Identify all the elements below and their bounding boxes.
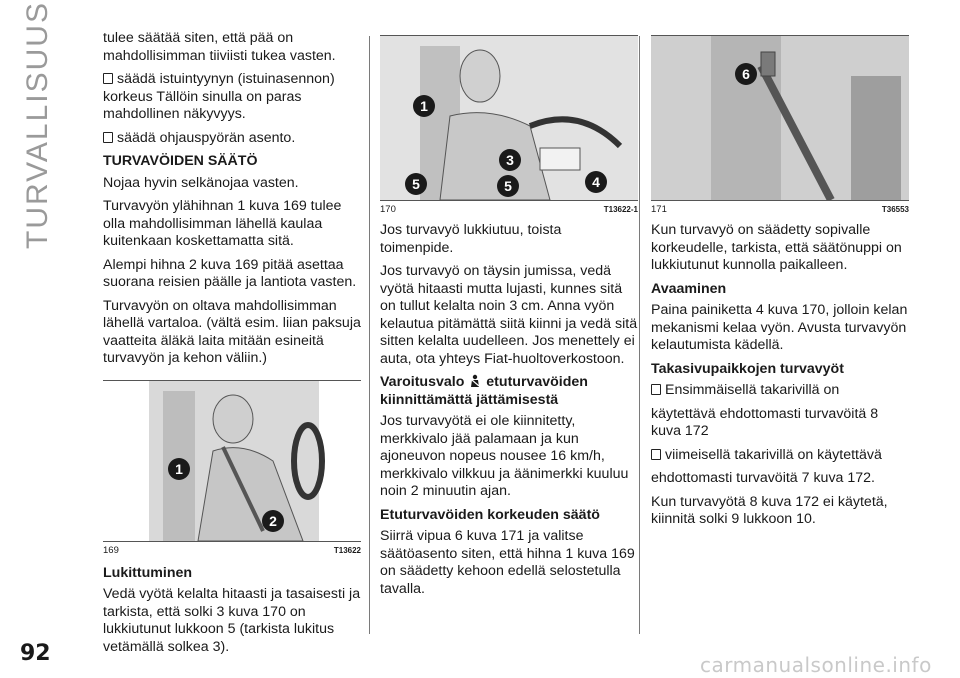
column-divider-2 xyxy=(639,36,640,634)
seatbelt-warning-icon xyxy=(469,374,481,388)
paragraph: Siirrä vipua 6 kuva 171 ja valitse säätöasento siten, että hihna 1 kuva 169 on säädetty kehoon edellä selostetulla tavalla. xyxy=(380,528,635,597)
callout-4: 4 xyxy=(592,174,600,190)
heading-locking: Lukittuminen xyxy=(103,564,193,581)
heading-height-adjustment: Etuturvavöiden korkeuden säätö xyxy=(380,506,600,523)
figure-code: T13622-1 xyxy=(603,205,638,214)
column-3 xyxy=(651,30,909,535)
heading-part: etuturvavöiden kiinnittämättä jättämisestä xyxy=(380,374,588,408)
watermark: carmanualsonline.info xyxy=(700,653,932,677)
callout-3: 3 xyxy=(506,152,514,168)
paragraph: Kun turvavyötä 8 kuva 172 ei käytetä, kiinnitä solki 9 lukkoon 10. xyxy=(651,493,888,527)
paragraph: Jos turvavyö on täysin jumissa, vedä vyötä hitaasti mutta lujasti, kunnes sitä on tullut kelalta noin 3 cm. Anna vyön kelautua pitämättä siitä kiinni ja vedä sitä sitten kelalta uudelleen. Jos menettely ei auta, ota yhteys Fiat-huoltoverkostoon. xyxy=(380,263,638,367)
column-divider-1 xyxy=(369,36,370,634)
callout-1: 1 xyxy=(420,98,428,114)
paragraph: Turvavyön on oltava mahdollisimman lähellä vartaloa. (vältä esim. liian paksuja vaatteita äläkä laita mitään esineitä turvavyön ja kehon väliin.) xyxy=(103,297,361,366)
callout-1: 1 xyxy=(175,460,183,477)
paragraph: Vedä vyötä kelalta hitaasti ja tasaisesti ja tarkista, että solki 3 kuva 170 on lukkiutunut lukkoon 5 (tarkista lukitus vetämällä solkea 3). xyxy=(103,586,361,655)
paragraph: Jos turvavyötä ei ole kiinnitetty, merkkivalo jää palamaan ja kun ajoneuvon nopeus nousee 16 km/h, merkkivalo vilkkuu ja äänimerkki kuuluu noin 2 minuutin ajan. xyxy=(380,413,629,499)
callout-5a: 5 xyxy=(412,176,420,192)
figure-code: T13622 xyxy=(333,545,361,555)
heading-rear-side-belts: Takasivupaikkojen turvavyöt xyxy=(651,360,844,377)
figure-code: T36553 xyxy=(881,205,909,214)
paragraph: käytettävä ehdottomasti turvavöitä 8 kuva 172 xyxy=(651,405,879,439)
paragraph: Turvavyön ylähihnan 1 kuva 169 tulee olla mahdollisimman lähellä kaulaa kuitenkaan koskettamatta sitä. xyxy=(103,198,342,249)
section-title-vertical xyxy=(8,1,68,249)
bullet-item: Ensimmäisellä takarivillä on xyxy=(651,382,909,400)
callout-6: 6 xyxy=(742,66,750,82)
section-title-text: TURVALLISUUS xyxy=(21,1,54,249)
figure-171-caption xyxy=(651,200,909,216)
figure-number: 169 xyxy=(103,544,119,556)
heading-release: Avaaminen xyxy=(651,280,727,297)
figure-171 xyxy=(651,35,909,216)
paragraph: Jos turvavyö lukkiutuu, toista toimenpide. xyxy=(380,222,562,256)
figure-170-caption xyxy=(380,200,638,216)
paragraph: ehdottomasti turvavöitä 7 kuva 172. xyxy=(651,470,875,486)
paragraph: Kun turvavyö on säädetty sopivalle korkeudelle, tarkista, että säätönuppi on lukkiutunut kunnolla paikalleen. xyxy=(651,222,902,273)
callout-5b: 5 xyxy=(504,178,512,194)
bullet-item: säädä ohjauspyörän asento. xyxy=(103,130,361,148)
page-number: 92 xyxy=(20,641,51,666)
column-1 xyxy=(103,30,361,662)
figure-number: 170 xyxy=(380,204,396,215)
figure-169-caption xyxy=(103,541,361,557)
callout-2: 2 xyxy=(269,512,277,529)
figure-170-illustration xyxy=(380,36,638,200)
heading-part: Varoitusvalo xyxy=(380,374,465,390)
bullet-item: viimeisellä takarivillä on käytettävä xyxy=(651,447,909,465)
figure-169-illustration xyxy=(103,381,361,541)
figure-171-illustration xyxy=(651,36,909,200)
figure-number: 171 xyxy=(651,204,667,215)
figure-169 xyxy=(103,380,361,557)
column-2 xyxy=(380,30,638,604)
paragraph: tulee säätää siten, että pää on mahdollisimman tiiviisti tukea vasten. xyxy=(103,30,336,64)
paragraph: Alempi hihna 2 kuva 169 pitää asettaa suorana reisien päälle ja lantiota vasten. xyxy=(103,256,357,290)
heading-warning-light xyxy=(380,374,638,409)
paragraph: Paina painiketta 4 kuva 170, jolloin kelan mekanismi kelaa vyön. Avusta turvavyön kelautumista kädellä. xyxy=(651,302,908,353)
heading-seatbelt-adjustment: TURVAVÖIDEN SÄÄTÖ xyxy=(103,153,258,169)
bullet-item: säädä istuintyynyn (istuinasennon) korkeus Tällöin sinulla on paras mahdollinen näkyvyys. xyxy=(103,71,361,124)
figure-170 xyxy=(380,35,638,216)
paragraph: Nojaa hyvin selkänojaa vasten. xyxy=(103,174,299,191)
